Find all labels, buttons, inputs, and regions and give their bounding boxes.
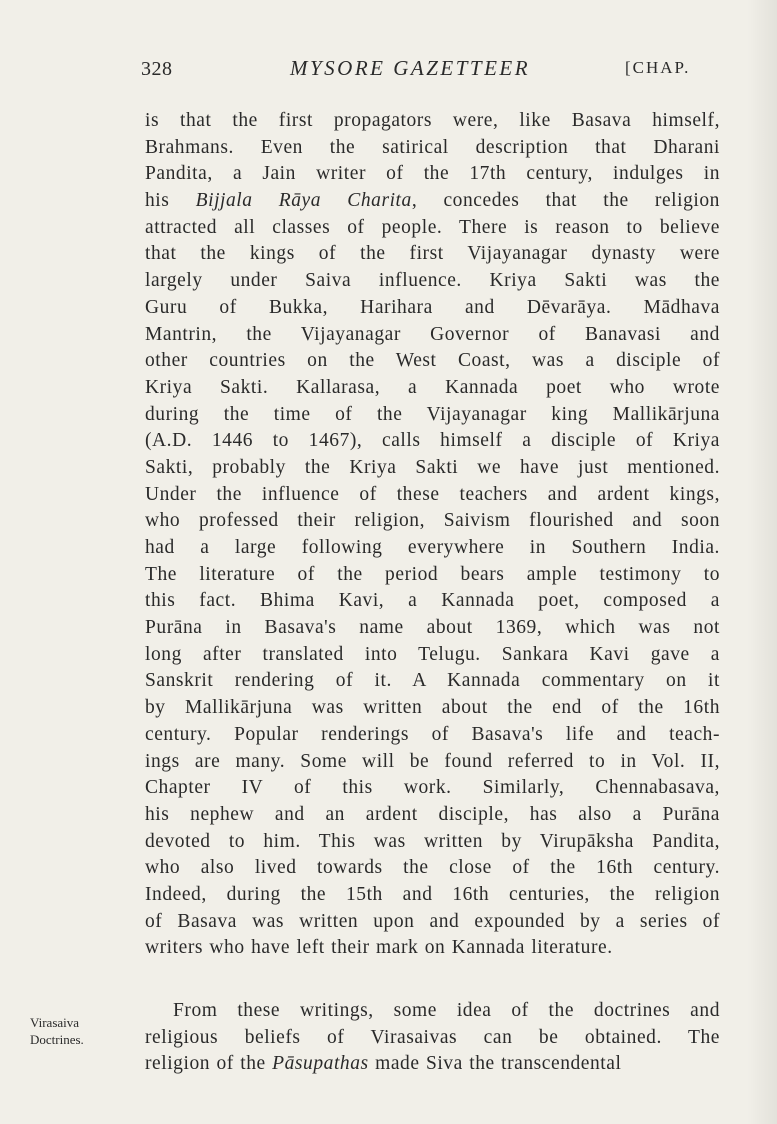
text-line: who professed their religion, Saivism flourished and soon — [145, 510, 720, 532]
italic-title: Bijjala Rāya Charita — [195, 190, 412, 212]
page-header — [0, 56, 777, 86]
text-line: had a large following everywhere in Southern India. — [145, 537, 720, 558]
text-line: during the time of the Vijayanagar king Mallikārjuna — [145, 403, 720, 425]
text-line: ings are many. Some will be found referred to in Vol. II, — [145, 750, 720, 772]
text-line: religious beliefs of Virasaivas can be obtained. The — [145, 1026, 720, 1048]
paragraph-2 — [145, 998, 720, 1078]
text-line: The literature of the period bears ample testimony to — [145, 563, 720, 585]
text-line: his nephew and an ardent disciple, has also a Purāna — [145, 803, 720, 825]
text-line: Sakti, probably the Kriya Sakti we have just mentioned. — [145, 456, 720, 478]
text-line: by Mallikārjuna was written about the end of the 16th — [145, 697, 720, 719]
text-line: this fact. Bhima Kavi, a Kannada poet, composed a — [145, 590, 720, 612]
text-line: Pandita, a Jain writer of the 17th century, indulges in — [145, 163, 720, 185]
text-line: From these writings, some idea of the doctrines and — [173, 1000, 720, 1021]
text-line: his Bijjala Rāya Charita, concedes that the religion — [145, 190, 720, 212]
chapter-mark: [CHAP. — [625, 58, 691, 77]
page-number: 328 — [141, 58, 173, 80]
text-line: religion of the Pāsupathas made Siva the transcendental — [145, 1053, 622, 1075]
text-line: of Basava was written upon and expounded by a series of — [145, 910, 720, 932]
text-line: Kriya Sakti. Kallarasa, a Kannada poet who wrote — [145, 376, 720, 398]
text-line: Purāna in Basava's name about 1369, which was not — [145, 617, 720, 639]
text-line: who also lived towards the close of the 16th century. — [145, 857, 720, 879]
page-edge-shadow — [747, 0, 777, 1124]
text-line: Under the influence of these teachers and ardent kings, — [145, 483, 720, 505]
text-line: Brahmans. Even the satirical description that Dharani — [145, 136, 720, 158]
text-line: devoted to him. This was written by Virupāksha Pandita, — [145, 830, 720, 852]
text-line: Guru of Bukka, Harihara and Dēvarāya. Mādhava — [145, 296, 720, 318]
text-line: writers who have left their mark on Kannada literature. — [145, 937, 613, 959]
text-line: largely under Saiva influence. Kriya Sakti was the — [145, 270, 720, 292]
text-line: Mantrin, the Vijayanagar Governor of Banavasi and — [145, 323, 720, 345]
running-title: MYSORE GAZETTEER — [290, 56, 531, 80]
italic-title: Pāsupathas — [272, 1053, 369, 1075]
text-line: (A.D. 1446 to 1467), calls himself a disciple of Kriya — [145, 430, 720, 452]
paragraph-1 — [145, 108, 720, 962]
text-line: Indeed, during the 15th and 16th centuries, the religion — [145, 883, 720, 905]
text-line: Chapter IV of this work. Similarly, Chennabasava, — [145, 777, 720, 799]
text-line: attracted all classes of people. There is reason to believe — [145, 216, 720, 238]
text-line: long after translated into Telugu. Sankara Kavi gave a — [145, 643, 720, 665]
marginal-note-line: Doctrines. — [30, 1032, 84, 1047]
text-line: that the kings of the first Vijayanagar dynasty were — [145, 243, 720, 265]
text-line: is that the first propagators were, like Basava himself, — [145, 110, 720, 131]
text-line: other countries on the West Coast, was a disciple of — [145, 350, 720, 372]
marginal-note — [30, 1014, 125, 1048]
text-line: century. Popular renderings of Basava's life and teach- — [145, 723, 720, 745]
marginal-note-line: Virasaiva — [30, 1015, 80, 1030]
text-line: Sanskrit rendering of it. A Kannada commentary on it — [145, 670, 720, 692]
